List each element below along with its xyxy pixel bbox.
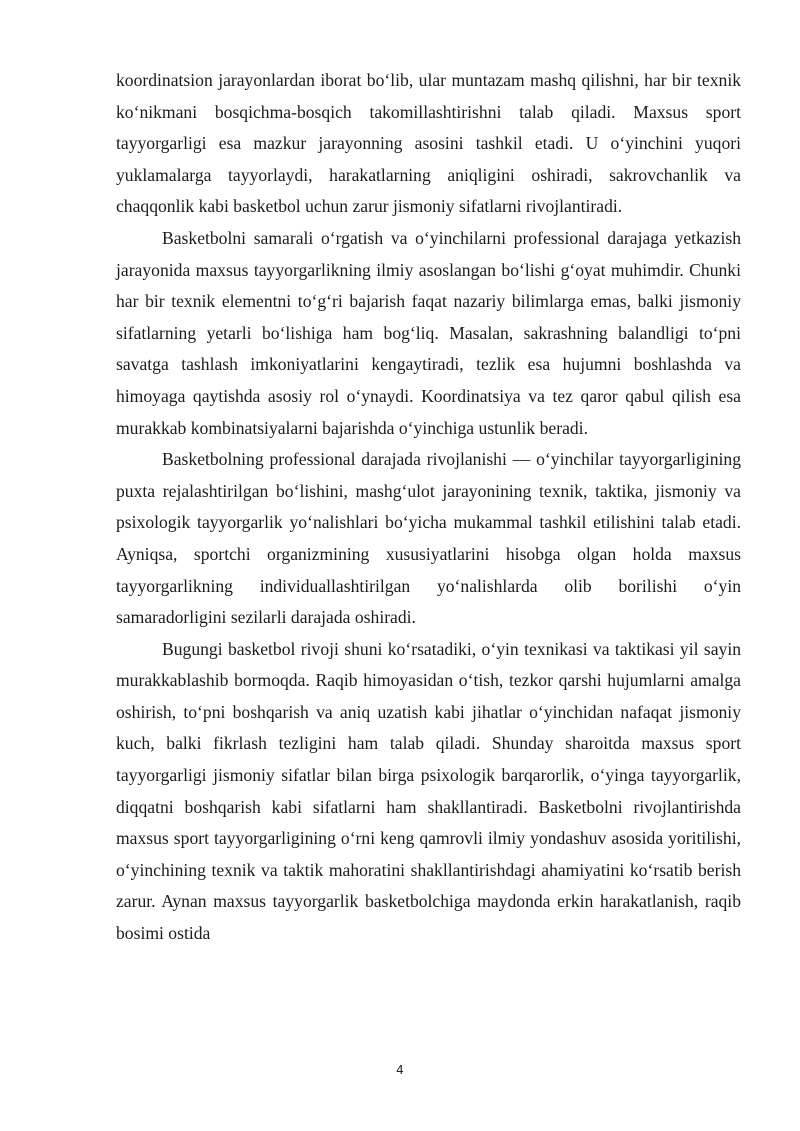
paragraph: Basketbolni samarali o‘rgatish va o‘yinchilarni professional darajaga yetkazish jarayonida maxsus tayyorgarlikning ilmiy asoslangan bo‘lishi g‘oyat muhimdir. Chunki har bir texnik elementni to‘g‘ri bajarish faqat nazariy bilimlarga emas, balki jismoniy sifatlarning yetarli bo‘lishiga ham bog‘liq. Masalan, sakrashning balandligi to‘pni savatga tashlash imkoniyatlarini kengaytiradi, tezlik esa hujumni boshlashda va himoyaga qaytishda asosiy rol o‘ynaydi. Koordinatsiya va tez qaror qabul qilish esa murakkab kombinatsiyalarni bajarishda o‘yinchiga ustunlik beradi. [116, 227, 741, 438]
document-body [116, 65, 741, 950]
paragraph-continuation: koordinatsion jarayonlardan iborat bo‘lib, ular muntazam mashq qilishni, har bir texnik ko‘nikmani bosqichma-bosqich takomillashtirishni talab qiladi. Maxsus sport tayyorgarligi esa mazkur jarayonning asosini tashkil etadi. U o‘yinchini yuqori yuklamalarga tayyorlaydi, harakatlarning aniqligini oshiradi, sakrovchanlik va chaqqonlik kabi basketbol uchun zarur jismoniy sifatlarni rivojlantiradi. [116, 70, 741, 217]
paragraph: Basketbolning professional darajada rivojlanishi — o‘yinchilar tayyorgarligining puxta rejalashtirilgan bo‘lishini, mashg‘ulot jarayonining texnik, taktika, jismoniy va psixologik tayyorgarlik yo‘nalishlari bo‘yicha mukammal tashkil etilishini talab etadi. Ayniqsa, sportchi organizmining xususiyatlarini hisobga olgan holda maxsus tayyorgarlikning individuallashtirilgan yo‘nalishlarda olib borilishi o‘yin samaradorligini sezilarli darajada oshiradi. [116, 449, 741, 628]
page-number: 4 [396, 1063, 404, 1077]
paragraph: Bugungi basketbol rivoji shuni ko‘rsatadiki, o‘yin texnikasi va taktikasi yil sayin murakkablashib bormoqda. Raqib himoyasidan o‘tish, tezkor qarshi hujumlarni amalga oshirish, to‘pni boshqarish va aniq uzatish kabi jihatlar o‘yinchidan nafaqat jismoniy kuch, balki fikrlash tezligini ham talab qiladi. Shunday sharoitda maxsus sport tayyorgarligi jismoniy sifatlar bilan birga psixologik barqarorlik, o‘yinga tayyorgarlik, diqqatni boshqarish kabi sifatlarni ham shakllantiradi. Basketbolni rivojlantirishda maxsus sport tayyorgarligining o‘rni keng qamrovli ilmiy yondashuv asosida yoritilishi, o‘yinchining texnik va taktik mahoratini shakllantirishdagi ahamiyatini ko‘rsatib berish zarur. Aynan maxsus tayyorgarlik basketbolchiga maydonda erkin harakatlanish, raqib bosimi ostida [116, 638, 741, 944]
